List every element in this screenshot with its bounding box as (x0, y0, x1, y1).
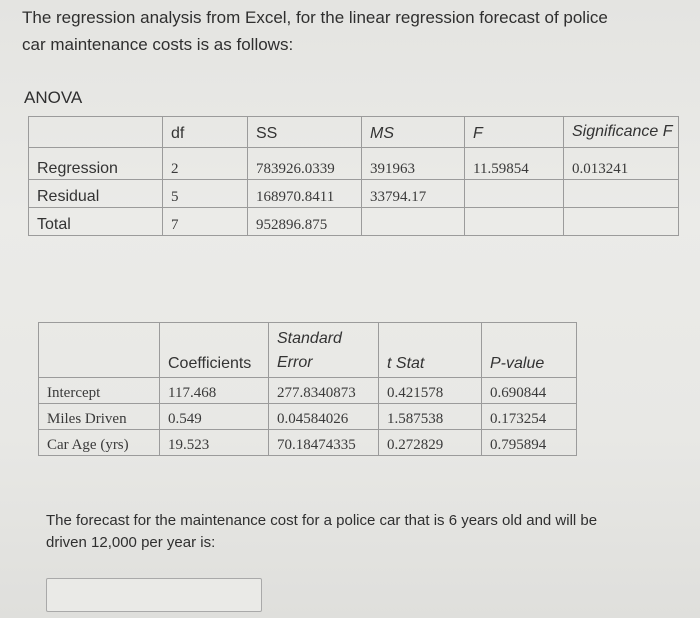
coefficients-header-row (39, 323, 577, 378)
forecast-question: The forecast for the maintenance cost for a police car that is 6 years old and will be driven 12,000 per year is: (46, 512, 598, 551)
anova-header-row (29, 117, 679, 148)
coefficients-cell-coef: 117.468 (160, 378, 269, 404)
coefficients-cell-t: 1.587538 (379, 404, 482, 430)
anova-row-label: Total (29, 208, 163, 236)
anova-header-f: F (465, 117, 564, 148)
coefficients-cell-se: 0.04584026 (269, 404, 379, 430)
anova-cell-ss: 168970.8411 (248, 180, 362, 208)
anova-header-ms: MS (362, 117, 465, 148)
anova-header-significance-f: Significance F (564, 117, 679, 148)
coefficients-row-miles-driven (39, 404, 577, 430)
anova-row-label: Regression (29, 148, 163, 180)
anova-cell-f: 11.59854 (465, 148, 564, 180)
coefficients-row-car-age (39, 430, 577, 456)
coefficients-header-t-stat: t Stat (379, 323, 482, 378)
coefficients-row-label: Intercept (39, 378, 160, 404)
anova-cell-ms: 33794.17 (362, 180, 465, 208)
anova-cell-df: 2 (163, 148, 248, 180)
coefficients-cell-se: 70.18474335 (269, 430, 379, 456)
coefficients-row-label: Car Age (yrs) (39, 430, 160, 456)
anova-cell-ms (362, 208, 465, 236)
anova-cell-ss: 952896.875 (248, 208, 362, 236)
anova-cell-significance (564, 180, 679, 208)
anova-cell-df: 7 (163, 208, 248, 236)
coefficients-cell-coef: 0.549 (160, 404, 269, 430)
coefficients-cell-t: 0.272829 (379, 430, 482, 456)
anova-cell-f (465, 180, 564, 208)
coefficients-cell-coef: 19.523 (160, 430, 269, 456)
anova-cell-significance (564, 208, 679, 236)
coefficients-row-intercept (39, 378, 577, 404)
anova-cell-ss: 783926.0339 (248, 148, 362, 180)
coefficients-cell-p: 0.173254 (482, 404, 577, 430)
coefficients-row-label: Miles Driven (39, 404, 160, 430)
answer-input[interactable] (46, 578, 262, 612)
coefficients-header-blank (39, 323, 160, 378)
anova-row-residual (29, 180, 679, 208)
coefficients-header-p-value: P-value (482, 323, 577, 378)
intro-text: The regression analysis from Excel, for the linear regression forecast of police car maintenance costs is as follows: (22, 8, 608, 54)
anova-header-ss: SS (248, 117, 362, 148)
anova-label: ANOVA (24, 88, 83, 107)
coefficients-table (38, 322, 577, 456)
coefficients-header-standard-error: Standard Error (269, 323, 379, 378)
coefficients-cell-p: 0.690844 (482, 378, 577, 404)
anova-row-label: Residual (29, 180, 163, 208)
anova-row-total (29, 208, 679, 236)
anova-header-blank (29, 117, 163, 148)
anova-table (28, 116, 679, 236)
coefficients-cell-se: 277.8340873 (269, 378, 379, 404)
coefficients-cell-t: 0.421578 (379, 378, 482, 404)
anova-cell-ms: 391963 (362, 148, 465, 180)
coefficients-cell-p: 0.795894 (482, 430, 577, 456)
anova-cell-f (465, 208, 564, 236)
coefficients-header-coefficients: Coefficients (160, 323, 269, 378)
anova-header-df: df (163, 117, 248, 148)
anova-cell-significance: 0.013241 (564, 148, 679, 180)
anova-cell-df: 5 (163, 180, 248, 208)
anova-row-regression (29, 148, 679, 180)
